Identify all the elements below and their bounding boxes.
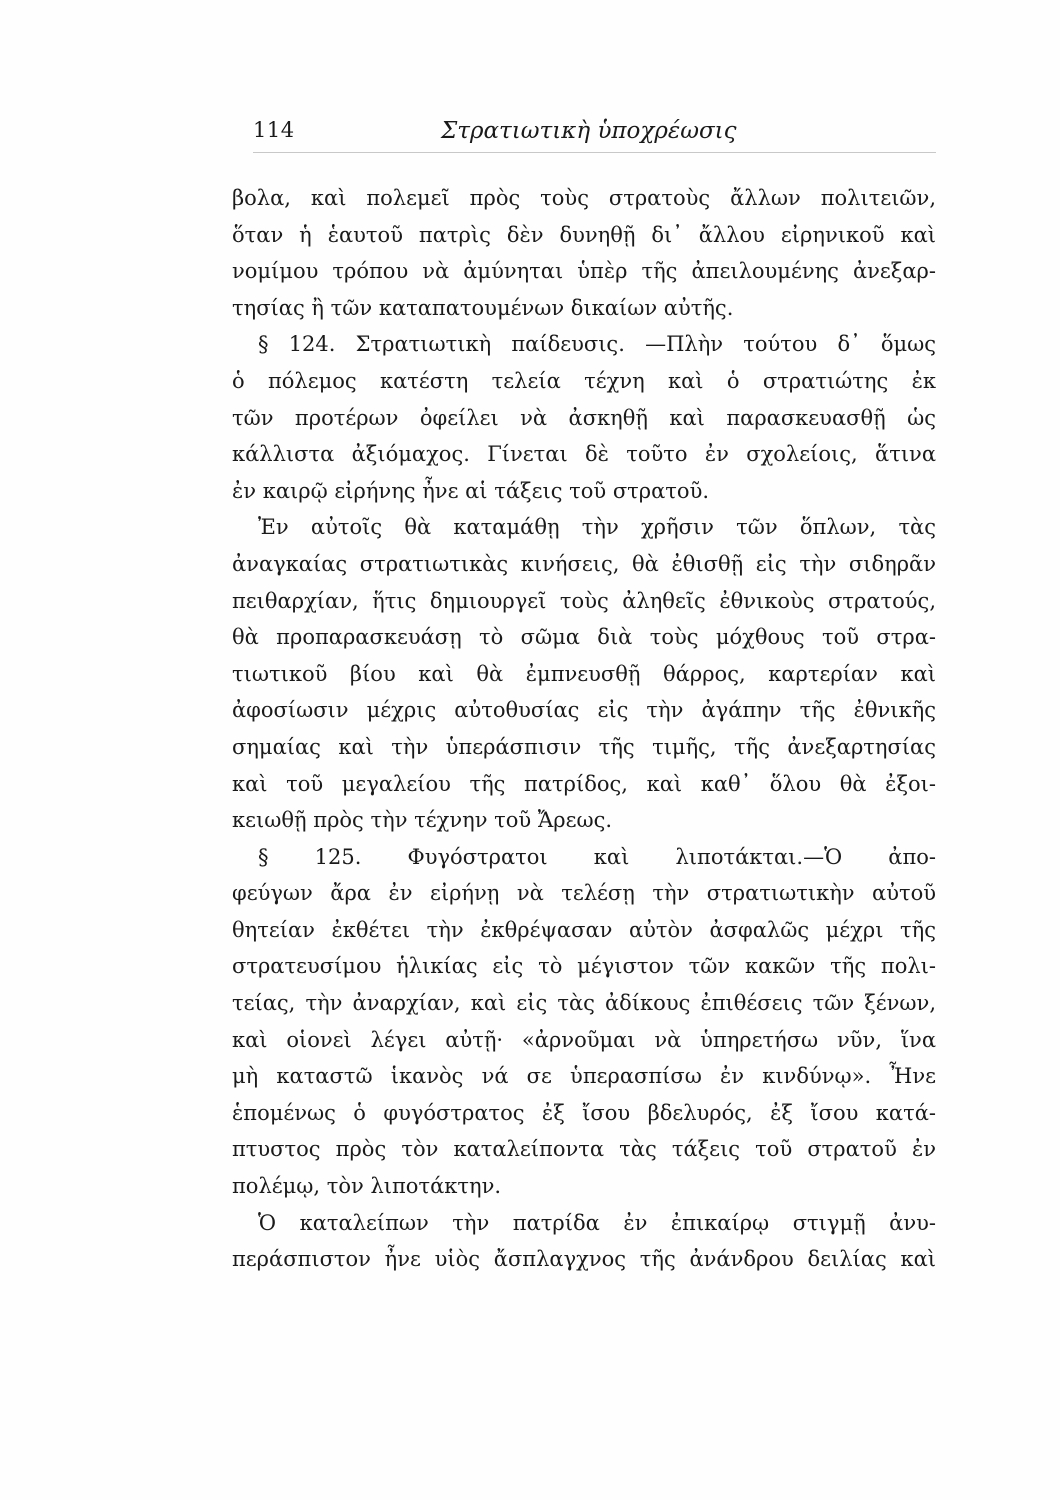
text-line: καὶ τοῦ μεγαλείου τῆς πατρίδος, καὶ καθ᾽ ὅλου θὰ ἐξοι- (232, 771, 936, 796)
header-rule (253, 152, 936, 153)
text-line: ἀφοσίωσιν μέχρις αὐτοθυσίας εἰς τὴν ἀγάπην τῆς ἐθνικῆς (232, 698, 936, 723)
text-line: τείας, τὴν ἀναρχίαν, καὶ εἰς τὰς ἀδίκους ἐπιθέσεις τῶν ξένων, (232, 991, 936, 1016)
section-heading-line: § 124. Στρατιωτικὴ παίδευσις. —Πλὴν τούτου δ᾽ ὅμως (258, 332, 936, 357)
text-line: πτυστος πρὸς τὸν καταλείποντα τὰς τάξεις τοῦ στρατοῦ ἐν (232, 1137, 936, 1162)
text-line: στρατευσίμου ἡλικίας εἰς τὸ μέγιστον τῶν κακῶν τῆς πολι- (232, 954, 936, 979)
running-title: Στρατιωτικὴ ὑποχρέωσις (441, 118, 737, 144)
text-line: ὁ πόλεμος κατέστη τελεία τέχνη καὶ ὁ στρατιώτης ἐκ (232, 368, 936, 393)
body-text (232, 180, 936, 1278)
text-line: Ὁ καταλείπων τὴν πατρίδα ἐν ἐπικαίρῳ στιγμῇ ἀνυ- (258, 1210, 936, 1235)
text-line: πολέμῳ, τὸν λιποτάκτην. (232, 1174, 502, 1199)
text-line: φεύγων ἄρα ἐν εἰρήνῃ νὰ τελέσῃ τὴν στρατιωτικὴν αὐτοῦ (232, 881, 936, 906)
text-line: ἀναγκαίας στρατιωτικὰς κινήσεις, θὰ ἐθισθῇ εἰς τὴν σιδηρᾶν (232, 551, 936, 576)
text-line: τιωτικοῦ βίου καὶ θὰ ἐμπνευσθῇ θάρρος, καρτερίαν καὶ (232, 661, 936, 686)
text-line: ὅταν ἡ ἑαυτοῦ πατρὶς δὲν δυνηθῇ δι᾽ ἄλλου εἰρηνικοῦ καὶ (232, 222, 936, 247)
text-line: ἑπομένως ὁ φυγόστρατος ἐξ ἴσου βδελυρός, ἐξ ἴσου κατά- (232, 1100, 936, 1125)
section-heading-line: § 125. Φυγόστρατοι καὶ λιποτάκται.—Ὁ ἀπο- (258, 844, 936, 869)
text-line: περάσπιστον ἦνε υἱὸς ἄσπλαγχνος τῆς ἀνάνδρου δειλίας καὶ (232, 1247, 936, 1272)
text-line: βολα, καὶ πολεμεῖ πρὸς τοὺς στρατοὺς ἄλλων πολιτειῶν, (232, 186, 936, 210)
text-line: Ἐν αὐτοῖς θὰ καταμάθῃ τὴν χρῆσιν τῶν ὅπλων, τὰς (258, 515, 936, 540)
text-line: τῶν προτέρων ὀφείλει νὰ ἀσκηθῇ καὶ παρασκευασθῇ ὡς (232, 405, 936, 430)
text-line: καὶ οἱονεὶ λέγει αὐτῇ· «ἀρνοῦμαι νὰ ὑπηρετήσω νῦν, ἵνα (232, 1027, 936, 1052)
text-line: μὴ καταστῶ ἱκανὸς νά σε ὑπερασπίσω ἐν κινδύνῳ». Ἦνε (232, 1064, 936, 1089)
page-number: 114 (253, 118, 295, 142)
text-line: νομίμου τρόπου νὰ ἀμύνηται ὑπὲρ τῆς ἀπειλουμένης ἀνεξαρ- (232, 259, 936, 284)
text-line: ἐν καιρῷ εἰρήνης ἦνε αἱ τάξεις τοῦ στρατοῦ. (232, 478, 710, 503)
text-line: θὰ προπαρασκευάσῃ τὸ σῶμα διὰ τοὺς μόχθους τοῦ στρα- (232, 625, 936, 650)
text-line: θητείαν ἐκθέτει τὴν ἐκθρέψασαν αὐτὸν ἀσφαλῶς μέχρι τῆς (232, 917, 936, 942)
text-line: κάλλιστα ἀξιόμαχος. Γίνεται δὲ τοῦτο ἐν σχολείοις, ἅτινα (232, 442, 936, 467)
text-line: πειθαρχίαν, ἥτις δημιουργεῖ τοὺς ἀληθεῖς ἐθνικοὺς στρατούς, (232, 588, 936, 613)
text-line: σημαίας καὶ τὴν ὑπεράσπισιν τῆς τιμῆς, τῆς ἀνεξαρτησίας (232, 734, 936, 759)
page-header (253, 118, 936, 154)
text-line: κειωθῇ πρὸς τὴν τέχνην τοῦ Ἄρεως. (232, 808, 613, 833)
text-line: τησίας ἢ τῶν καταπατουμένων δικαίων αὐτῆς. (232, 295, 734, 320)
